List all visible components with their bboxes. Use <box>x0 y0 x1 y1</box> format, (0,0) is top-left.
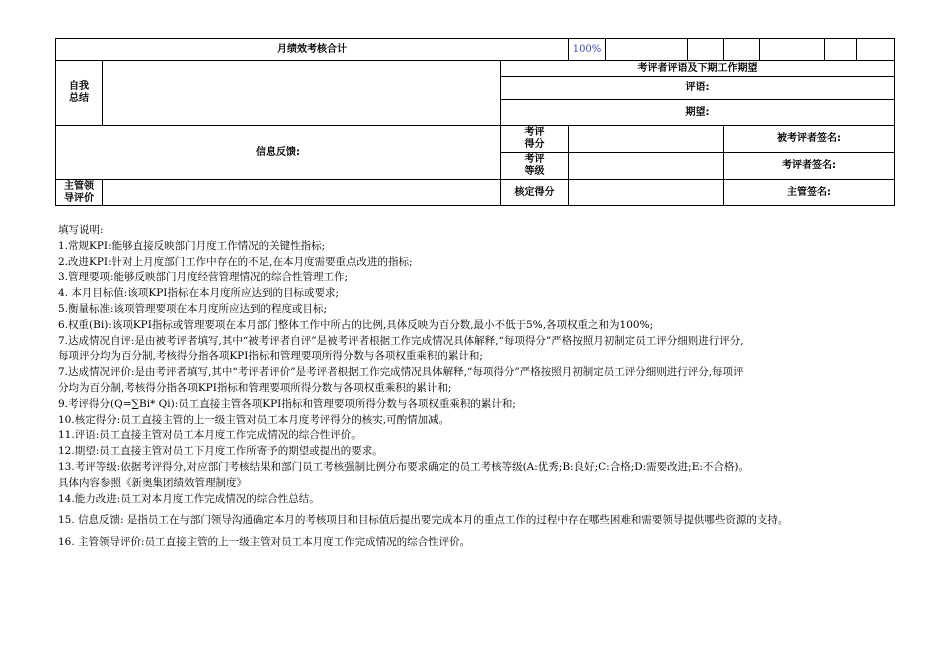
supervisor-eval-label: 主管领 导评价 <box>56 180 103 206</box>
instruction-item: 11.评语:员工直接主管对员工本月度工作完成情况的综合性评价。 <box>58 429 362 442</box>
instruction-item: 15. 信息反馈: 是指员工在与部门领导沟通确定本月的考核项目和目标值后提出要完成本月的重点工作的过程中存在哪些困难和需要领导提供哪些资源的支持。 <box>58 514 789 527</box>
total-percent: 100% <box>569 39 606 61</box>
instruction-item: 7.达成情况评价:是由考评者填写,其中“考评者评价”是考评者根据工作完成情况具体解释,“每项得分”严格按照月初制定员工评分细则进行评分,每项评 <box>58 366 744 379</box>
self-summary-label: 自我 总结 <box>56 61 103 126</box>
self-summary-field[interactable] <box>103 61 501 126</box>
eval-score-label: 考评 得分 <box>501 126 569 153</box>
instruction-item: 4. 本月目标值:该项KPI指标在本月度所应达到的目标或要求; <box>58 287 339 300</box>
instruction-item: 12.期望:员工直接主管对员工下月度工作所寄予的期望或提出的要求。 <box>58 445 383 458</box>
reviewer-sign-label[interactable]: 考评者签名: <box>724 153 895 180</box>
expectation-label[interactable]: 期望: <box>501 100 895 126</box>
reviewee-sign-label[interactable]: 被考评者签名: <box>724 126 895 153</box>
instruction-item: 9.考评得分(Q=∑Bi* Qi):员工直接主管各项KPI指标和管理要项所得分数与各项权重乘积的累计和; <box>58 397 516 410</box>
reviewer-section-title: 考评者评语及下期工作期望 <box>501 61 895 77</box>
verified-score-field[interactable] <box>569 180 724 206</box>
total-cell-blank[interactable] <box>606 39 688 61</box>
total-label: 月绩效考核合计 <box>56 39 569 61</box>
instruction-item: 13.考评等级:依据考评得分,对应部门考核结果和部门员工考核强制比例分布要求确定的员工考核等级(A:优秀;B:良好;C:合格;D:需要改进;E:不合格)。 <box>58 460 750 473</box>
instruction-item: 每项评分均为百分制,考核得分指各项KPI指标和管理要项所得分数与各项权重乘积的累计和; <box>58 350 483 363</box>
eval-grade-label: 考评 等级 <box>501 153 569 180</box>
verified-score-label: 核定得分 <box>501 180 569 206</box>
total-cell-blank[interactable] <box>760 39 825 61</box>
instruction-item: 6.权重(Bi):该项KPI指标或管理要项在本月部门整体工作中所占的比例,具体反映为百分数,最小不低于5%,各项权重之和为100%; <box>58 318 654 331</box>
eval-grade-field[interactable] <box>569 153 724 180</box>
eval-score-field[interactable] <box>569 126 724 153</box>
instruction-item: 5.衡量标准:该项管理要项在本月度所应达到的程度或目标; <box>58 302 328 315</box>
instruction-item: 3.管理要项:能够反映部门月度经营管理情况的综合性管理工作; <box>58 271 349 284</box>
instruction-item: 10.核定得分:员工直接主管的上一级主管对员工本月度考评得分的核实,可酌情加减。 <box>58 413 450 426</box>
total-cell-blank[interactable] <box>825 39 857 61</box>
comment-label[interactable]: 评语: <box>501 77 895 100</box>
total-cell-blank[interactable] <box>688 39 724 61</box>
evaluation-form-table <box>55 38 895 206</box>
instruction-item: 分均为百分制,考核得分指各项KPI指标和管理要项所得分数与各项权重乘积的累计和; <box>58 381 452 394</box>
supervisor-sign-label[interactable]: 主管签名: <box>724 180 895 206</box>
instructions-title: 填写说明: <box>58 224 104 236</box>
instruction-item: 16. 主管领导评价:员工直接主管的上一级主管对员工本月度工作完成情况的综合性评价。 <box>58 536 471 549</box>
total-cell-blank[interactable] <box>857 39 895 61</box>
supervisor-eval-field[interactable] <box>103 180 501 206</box>
feedback-label[interactable]: 信息反馈: <box>56 126 501 180</box>
instruction-item: 1.常规KPI:能够直接反映部门月度工作情况的关键性指标; <box>58 239 326 252</box>
instruction-item: 2.改进KPI:针对上月度部门工作中存在的不足,在本月度需要重点改进的指标; <box>58 255 413 268</box>
total-cell-blank[interactable] <box>724 39 760 61</box>
instruction-item: 7.达成情况自评:是由被考评者填写,其中“被考评者自评”是被考评者根据工作完成情况具体解释,“每项得分”严格按照月初制定员工评分细则进行评分, <box>58 334 744 347</box>
instruction-item: 14.能力改进:员工对本月度工作完成情况的综合性总结。 <box>58 492 320 505</box>
instruction-item: 具体内容参照《新奥集团绩效管理制度》 <box>58 476 247 489</box>
instructions-section <box>58 223 898 551</box>
